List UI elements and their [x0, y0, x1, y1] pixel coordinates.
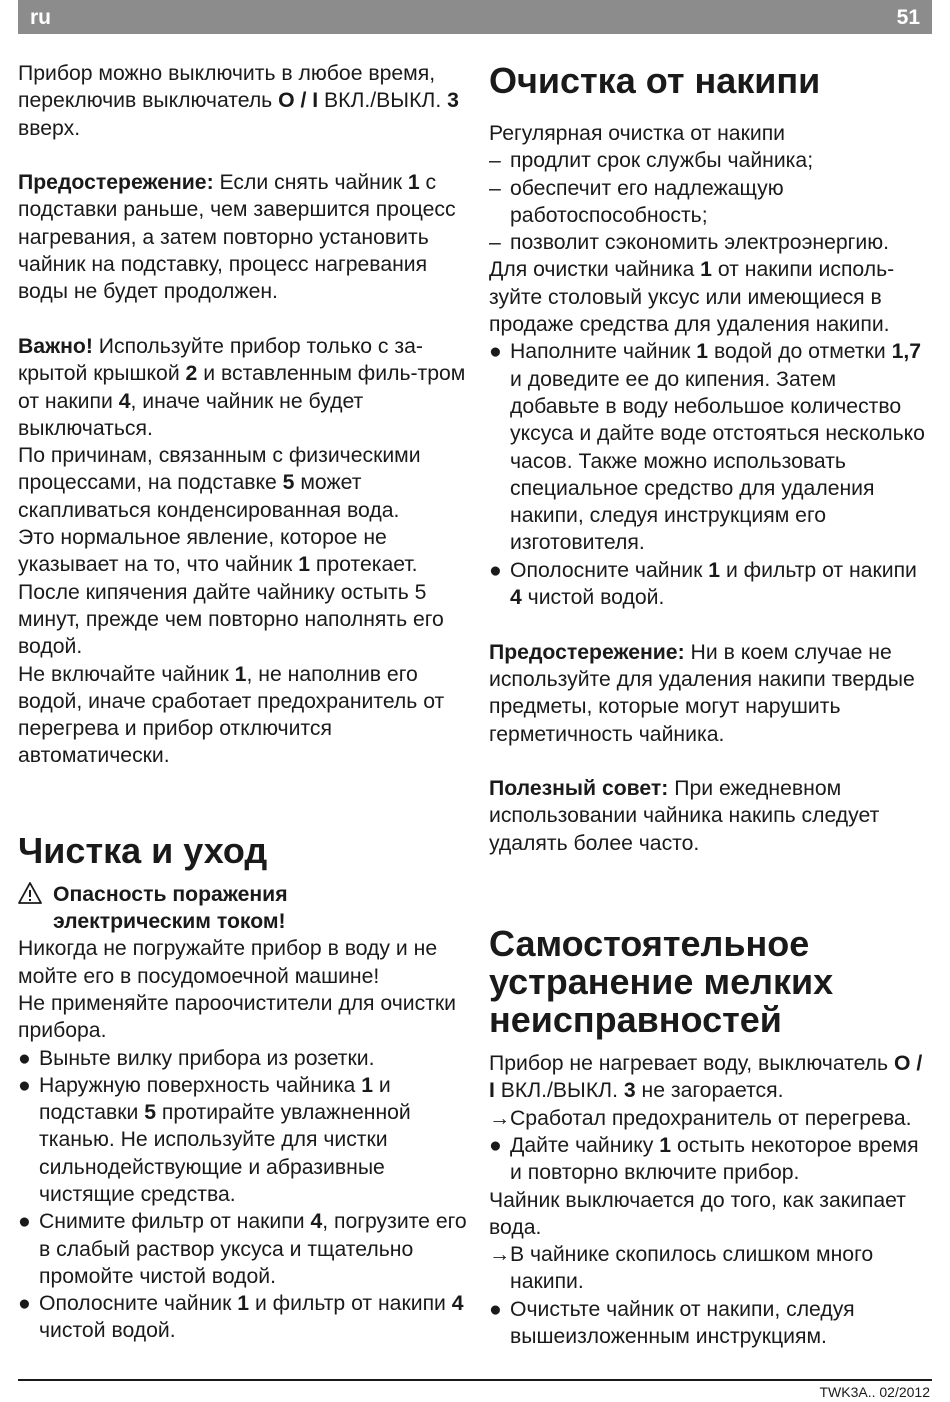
list-item: ● Снимите фильтр от накипи 4, погрузите его в слабый раствор уксуса и тщательно промойте чистой водой.: [18, 1210, 467, 1288]
paragraph-vinegar: Для очистки чайника 1 от накипи исполь-зуйте столовый уксус или имеющиеся в продаже средства для удаления накипи.: [489, 258, 895, 337]
warning-line-2: электрическим током!: [53, 910, 286, 934]
paragraph-warning-hard-objects: Предостережение: Ни в коем случае не используйте для удаления накипи твердые предметы, которые могут нарушить герметичность чайника.: [489, 640, 915, 746]
paragraph-important: Важно! Используйте прибор только с за-крытой крышкой 2 и вставленным филь-тром от накипи 4, иначе чайник не будет выключаться.: [18, 334, 466, 440]
paragraph-normal: Это нормальное явление, которое не указывает на то, что чайник 1 протекает.: [18, 526, 418, 577]
warning-line-1: Опасность поражения: [53, 882, 288, 906]
warning-triangle-icon: [18, 881, 42, 905]
page-number: 51: [896, 6, 920, 29]
arrow-right-icon: →: [489, 1243, 511, 1267]
arrow-right-icon: →: [489, 1106, 511, 1130]
list-item: – обеспечит его надлежащую работоспособность;: [489, 176, 784, 227]
paragraph-no-heat: Прибор не нагревает воду, выключатель O / I ВКЛ./ВЫКЛ. 3 не загорается.: [489, 1052, 923, 1103]
left-column: [18, 60, 470, 1345]
list-item: ● Ополосните чайник 1 и фильтр от накипи 4 чистой водой.: [18, 1292, 464, 1343]
heading-troubleshooting: Самостоятельное устранение мелких неисправностей: [489, 923, 834, 1041]
heading-cleaning: Чистка и уход: [18, 829, 268, 871]
paragraph-condensation: По причинам, связанным с физическими процессами, на подставке 5 может скапливаться конденсированная вода.: [18, 444, 421, 522]
paragraph-no-steam: Не применяйте пароочистители для очистки прибора.: [18, 991, 457, 1043]
list-item: → В чайнике скопилось слишком много накипи.: [489, 1243, 874, 1294]
paragraph-switch-off: Прибор можно выключить в любое время, переключив выключатель O / I ВКЛ./ВЫКЛ. 3 вверх.: [18, 62, 459, 140]
language-code: ru: [30, 6, 51, 29]
warning-title: [18, 881, 470, 936]
paragraph-useful-tip: Полезный совет: При ежедневном использовании чайника накипь следует удалять более часто.: [489, 777, 880, 855]
list-item: – позволит сэкономить электроэнергию.: [489, 231, 889, 255]
list-item: ● Наружную поверхность чайника 1 и подставки 5 протирайте увлажненной тканью. Не используйте для чистки сильнодействующие и абразивные чистящие средства.: [18, 1073, 411, 1206]
paragraph-switches-off-early: Чайник выключается до того, как закипает вода.: [489, 1188, 906, 1239]
list-item: ● Дайте чайнику 1 остыть некоторое время и повторно включите прибор.: [489, 1133, 919, 1185]
list-item: ● Выньте вилку прибора из розетки.: [18, 1046, 375, 1070]
list-item: → Сработал предохранитель от перегрева.: [489, 1105, 929, 1132]
paragraph-cool-down: После кипячения дайте чайнику остыть 5 минут, прежде чем повторно наполнять его водой.: [18, 580, 444, 659]
footer-model-date: TWK3A.. 02/2012: [819, 1384, 930, 1400]
paragraph-warning-remove: Предостережение: Если снять чайник 1 с подставки раньше, чем завершится процесс нагревания, а затем повторно установить чайник на подставку, процесс нагревания воды не будет продолжен.: [18, 171, 456, 304]
list-item: ● Ополосните чайник 1 и фильтр от накипи 4 чистой водой.: [489, 558, 917, 610]
paragraph-no-water: Никогда не погружайте прибор в воду и не мойте его в посудомоечной машине!: [18, 937, 438, 988]
footer-divider: [18, 1379, 932, 1381]
list-item: ● Очистьте чайник от накипи, следуя вышеизложенным инструкциям.: [489, 1297, 855, 1348]
paragraph-no-empty: Не включайте чайник 1, не наполнив его водой, иначе сработает предохранитель от перегрева и прибор отключится автоматически.: [18, 662, 445, 768]
paragraph-descaling-intro: Регулярная очистка от накипи: [489, 122, 786, 145]
heading-descaling: Очистка от накипи: [489, 60, 821, 101]
list-item: – продлит срок службы чайника;: [489, 149, 814, 173]
right-column: [489, 60, 929, 1350]
header-bar: [18, 0, 932, 34]
list-item: ● Наполните чайник 1 водой до отметки 1,7 и доведите ее до кипения. Затем добавьте в воду небольшое количество уксуса и дайте воде отстояться несколько часов. Также можно использовать специальное средство для удаления накипи, следуя инструкциям его изготовителя.: [489, 340, 925, 555]
